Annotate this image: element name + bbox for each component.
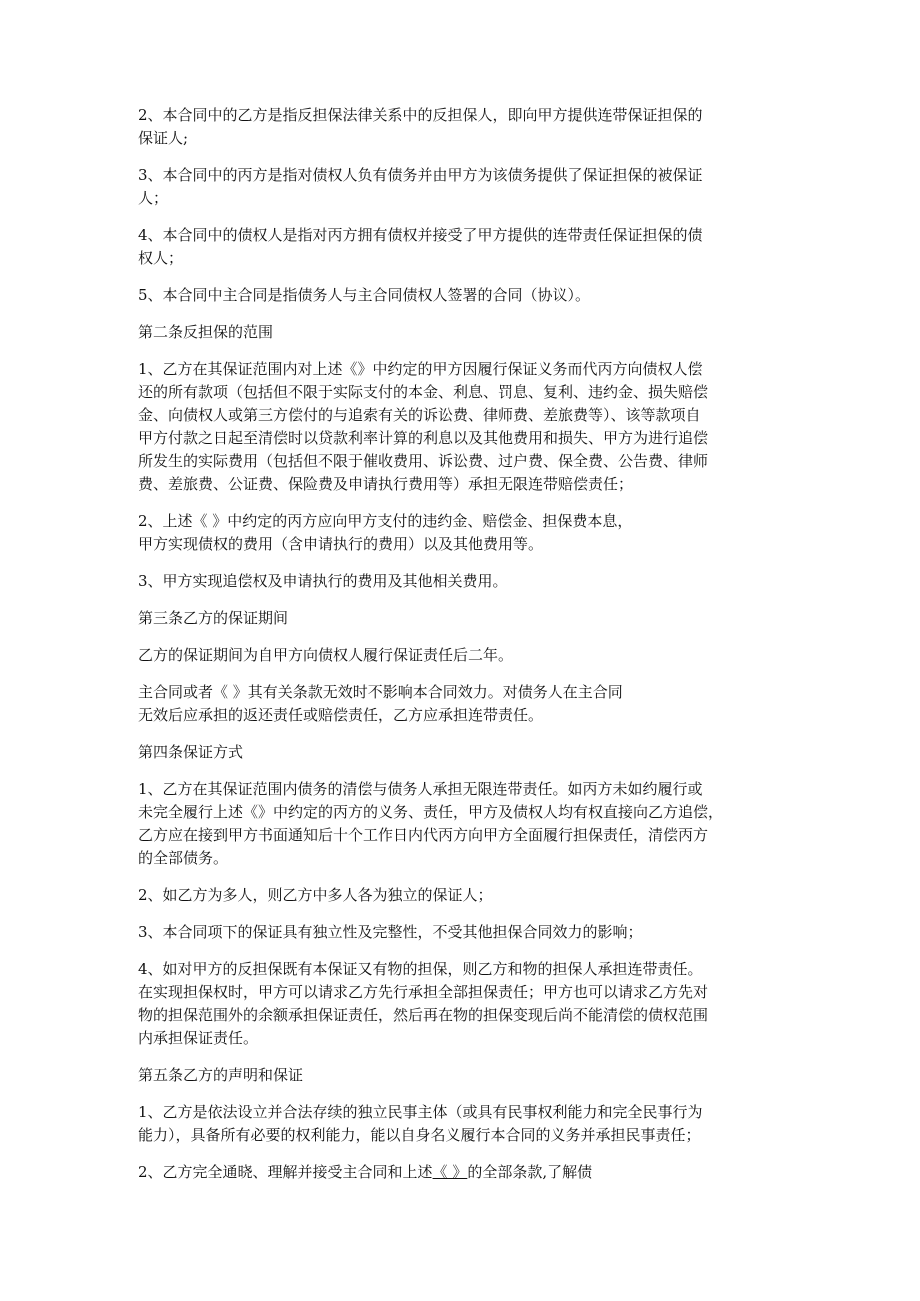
text-line: 第五条乙方的声明和保证 — [138, 1066, 304, 1084]
text-line: 的全部债务。 — [138, 849, 229, 867]
text-line: 2、本合同中的乙方是指反担保法律关系中的反担保人，即向甲方提供连带保证担保的 — [138, 106, 703, 124]
paragraph — [138, 681, 788, 727]
paragraph — [138, 510, 788, 556]
text-line — [138, 1161, 788, 1184]
text-line: 第三条乙方的保证期间 — [138, 609, 289, 627]
text-line: 主合同或者《 》其有关条款无效时不影响本合同效力。对债务人在主合同 — [138, 683, 623, 701]
text-line: 物的担保范围外的余额承担保证责任，然后再在物的担保变现后尚不能清偿的债权范围 — [138, 1006, 709, 1024]
paragraph — [138, 224, 788, 270]
text-line: 3、本合同项下的保证具有独立性及完整性，不受其他担保合同效力的影响； — [138, 923, 643, 941]
text-line: 1、乙方是依法设立并合法存续的独立民事主体（或具有民事权利能力和完全民事行为 — [138, 1103, 703, 1121]
text-line: 还的所有款项（包括但不限于实际支付的本金、利息、罚息、复利、违约金、损失赔偿 — [138, 383, 709, 401]
paragraph — [138, 358, 788, 496]
text-line: 金、向债权人或第三方偿付的与追索有关的诉讼费、律师费、差旅费等）、该等款项自 — [138, 406, 701, 424]
text-line: 甲方实现债权的费用（含申请执行的费用）以及其他费用等。 — [138, 535, 544, 553]
text-line: 乙方的保证期间为自甲方向债权人履行保证责任后二年。 — [138, 646, 514, 664]
text-line: 无效后应承担的返还责任或赔偿责任，乙方应承担连带责任。 — [138, 706, 544, 724]
text-line: 乙方应在接到甲方书面通知后十个工作日内代丙方向甲方全面履行担保责任，清偿丙方 — [138, 826, 709, 844]
text-line: 费、差旅费、公证费、保险费及申请执行费用等）承担无限连带赔偿责任； — [138, 475, 634, 493]
paragraph — [138, 1064, 788, 1087]
paragraph — [138, 644, 788, 667]
text-line: 保证人; — [138, 129, 189, 147]
text-line: 1、乙方在其保证范围内对上述《》中约定的甲方因履行保证义务而代丙方向债权人偿 — [138, 360, 703, 378]
text-line: 2、如乙方为多人，则乙方中多人各为独立的保证人； — [138, 886, 493, 904]
text-line: 第二条反担保的范围 — [138, 323, 274, 341]
paragraph — [138, 321, 788, 344]
paragraph — [138, 741, 788, 764]
text-line: 能力），具备所有必要的权利能力，能以自身名义履行本合同的义务并承担民事责任； — [138, 1126, 701, 1144]
text-line: 未完全履行上述《》中约定的丙方的义务、责任，甲方及债权人均有权直接向乙方追偿， — [138, 803, 724, 821]
document-page — [138, 104, 788, 1198]
paragraph — [138, 164, 788, 210]
text-line: 内承担保证责任。 — [138, 1029, 259, 1047]
text-line: 5、本合同中主合同是指债务人与主合同债权人签署的合同（协议）。 — [138, 286, 591, 304]
paragraph — [138, 1101, 788, 1147]
text-line: 3、甲方实现追偿权及申请执行的费用及其他相关费用。 — [138, 572, 508, 590]
text-line: 所发生的实际费用（包括但不限于催收费用、诉讼费、过户费、保全费、公告费、律师 — [138, 452, 709, 470]
text-line: 3、本合同中的丙方是指对债权人负有债务并由甲方为该债务提供了保证担保的被保证 — [138, 166, 703, 184]
paragraph — [138, 884, 788, 907]
underlined-blank: 《 》 — [432, 1163, 468, 1181]
paragraph — [138, 104, 788, 150]
paragraph — [138, 570, 788, 593]
text-line: 甲方付款之日起至清偿时以贷款利率计算的利息以及其他费用和损失、甲方为进行追偿 — [138, 429, 709, 447]
text-segment: 2、乙方完全通晓、理解并接受主合同和上述 — [138, 1163, 433, 1181]
text-line: 1、乙方在其保证范围内债务的清偿与债务人承担无限连带责任。如丙方未如约履行或 — [138, 780, 703, 798]
text-line: 权人； — [138, 249, 184, 267]
paragraph — [138, 778, 788, 870]
paragraph — [138, 607, 788, 630]
paragraph-last — [138, 1161, 788, 1184]
text-line: 第四条保证方式 — [138, 743, 244, 761]
text-line: 4、本合同中的债权人是指对丙方拥有债权并接受了甲方提供的连带责任保证担保的债 — [138, 226, 703, 244]
text-line: 2、上述《 》中约定的丙方应向甲方支付的违约金、赔偿金、担保费本息， — [138, 512, 633, 530]
paragraph — [138, 284, 788, 307]
text-line: 人； — [138, 189, 169, 207]
text-line: 在实现担保权时，甲方可以请求乙方先行承担全部担保责任；甲方也可以请求乙方先对 — [138, 983, 709, 1001]
text-segment: 的全部条款,了解债 — [467, 1163, 593, 1181]
paragraph — [138, 921, 788, 944]
paragraph — [138, 958, 788, 1050]
text-line: 4、如对甲方的反担保既有本保证又有物的担保，则乙方和物的担保人承担连带责任。 — [138, 960, 703, 978]
